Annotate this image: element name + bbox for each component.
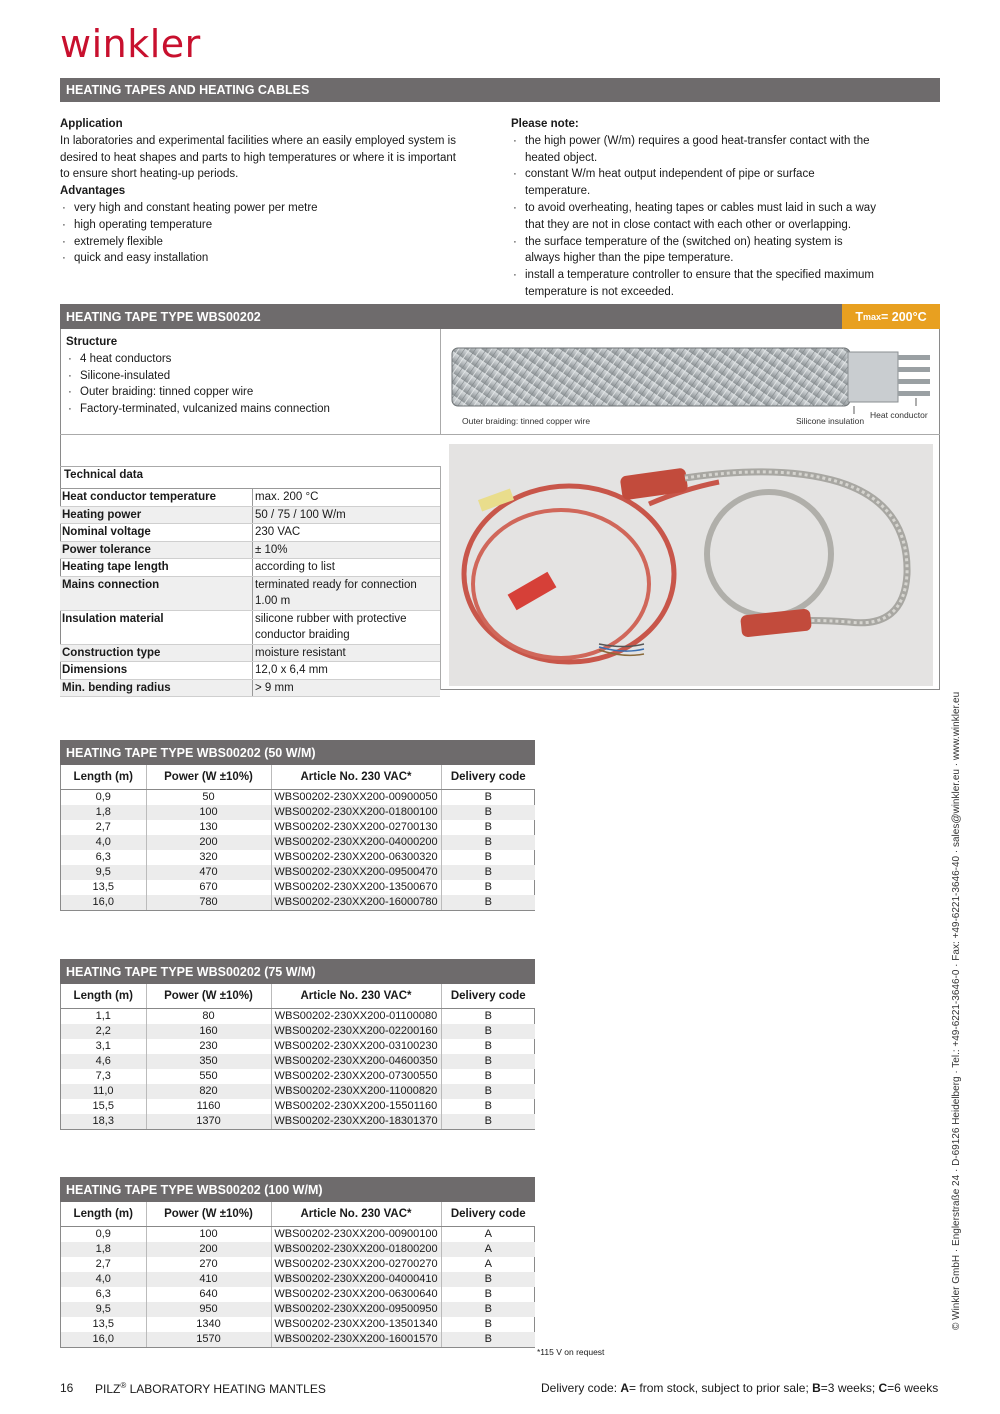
table-row xyxy=(61,1084,535,1099)
table-cell: 1370 xyxy=(146,1114,271,1129)
insulation-shape xyxy=(848,352,898,402)
table-cell: 550 xyxy=(146,1069,271,1084)
note-item: · constant W/m heat output independent of pipe or surface temperature. xyxy=(511,166,881,200)
catalog-title-reg: ® xyxy=(120,1381,127,1390)
table-cell: 2,2 xyxy=(61,1024,146,1039)
table-row xyxy=(61,850,535,865)
legend-code-a: A xyxy=(620,1381,630,1395)
table-row xyxy=(61,1317,535,1332)
delivery-table-title: HEATING TAPE TYPE WBS00202 (75 W/M) xyxy=(60,959,535,984)
table-cell: B xyxy=(441,1054,535,1069)
table-cell: 470 xyxy=(146,865,271,880)
table-cell: 1160 xyxy=(146,1099,271,1114)
table-cell: 100 xyxy=(146,1227,271,1243)
table-row xyxy=(61,790,535,806)
section-title-bar xyxy=(60,78,940,102)
legend-code-c: C xyxy=(878,1381,888,1395)
tech-key: Heating tape length xyxy=(60,559,253,577)
table-cell: B xyxy=(484,1040,492,1052)
table-cell: B xyxy=(441,1024,535,1039)
tech-row xyxy=(60,506,440,524)
note-heading: Please note: xyxy=(511,118,579,130)
table-cell: 11,0 xyxy=(61,1084,146,1099)
tech-row xyxy=(60,576,440,610)
table-cell: 13,5 xyxy=(61,880,146,895)
table-cell: WBS00202-230XX200-11000820 xyxy=(271,1084,441,1099)
tech-key: Dimensions xyxy=(60,662,253,680)
conductor-wire xyxy=(898,355,930,360)
table-cell: 350 xyxy=(146,1054,271,1069)
advantage-item: · very high and constant heating power per metre xyxy=(60,200,456,217)
tech-row xyxy=(60,541,440,559)
table-cell: 2,7 xyxy=(61,1257,146,1272)
column-header: Power (W ±10%) xyxy=(146,1202,271,1227)
page-number: 16 xyxy=(60,1381,74,1395)
table-cell: 0,9 xyxy=(61,1227,146,1243)
table-cell: WBS00202-230XX200-13501340 xyxy=(271,1317,441,1332)
table-cell: B xyxy=(484,791,492,803)
tmax-label: T xyxy=(855,309,863,324)
table-row xyxy=(61,1054,535,1069)
table-cell: 6,3 xyxy=(61,1287,146,1302)
delivery-table xyxy=(61,765,535,910)
legend-code-a-text: = from stock, subject to prior sale; xyxy=(629,1381,813,1395)
table-cell: 4,6 xyxy=(61,1054,146,1069)
column-header: Article No. 230 VAC* xyxy=(271,1202,441,1227)
column-header: Delivery code xyxy=(441,984,535,1009)
structure-block xyxy=(66,334,436,418)
application-heading: Application xyxy=(60,118,123,130)
table-cell: 1,8 xyxy=(61,805,146,820)
tmax-value: = 200°C xyxy=(881,309,927,324)
tech-heading: Technical data xyxy=(60,467,440,489)
table-row xyxy=(61,1099,535,1114)
table-cell: WBS00202-230XX200-02700130 xyxy=(271,820,441,835)
table-cell: WBS00202-230XX200-01800100 xyxy=(271,805,441,820)
table-cell: 16,0 xyxy=(61,1332,146,1347)
table-cell: B xyxy=(484,881,492,893)
legend-prefix: Delivery code: xyxy=(541,1381,621,1395)
table-cell: 160 xyxy=(146,1024,271,1039)
table-cell: 80 xyxy=(146,1009,271,1025)
structure-bottom-divider xyxy=(60,434,940,435)
table-cell: A xyxy=(484,1258,492,1270)
footnote: *115 V on request xyxy=(537,1347,605,1357)
tech-key: Power tolerance xyxy=(60,541,253,559)
table-cell: 130 xyxy=(146,820,271,835)
table-cell: B xyxy=(441,895,535,910)
column-header: Power (W ±10%) xyxy=(146,984,271,1009)
table-cell: WBS00202-230XX200-16001570 xyxy=(271,1332,441,1347)
tech-row xyxy=(60,679,440,697)
delivery-table xyxy=(61,1202,535,1347)
note-item: · install a temperature controller to ensure that the specified maximum temperature is not exceeded. xyxy=(511,267,881,301)
table-cell: 15,5 xyxy=(61,1099,146,1114)
tech-value: 230 VAC xyxy=(253,524,441,542)
column-header: Length (m) xyxy=(61,765,146,790)
table-row xyxy=(61,865,535,880)
tech-row xyxy=(60,559,440,577)
table-cell: 4,0 xyxy=(61,1272,146,1287)
table-cell: 13,5 xyxy=(61,1317,146,1332)
table-cell: 320 xyxy=(146,850,271,865)
note-item: · the high power (W/m) requires a good heat-transfer contact with the heated object. xyxy=(511,133,881,167)
product-photo xyxy=(449,444,933,686)
table-cell: 50 xyxy=(146,790,271,806)
cable-photo-illustration xyxy=(449,444,933,686)
advantages-list xyxy=(60,200,456,267)
table-cell: 1,8 xyxy=(61,1242,146,1257)
table-cell: WBS00202-230XX200-01100080 xyxy=(271,1009,441,1025)
tech-key: Min. bending radius xyxy=(60,679,253,697)
table-cell: B xyxy=(484,1010,492,1022)
tech-key: Insulation material xyxy=(60,610,253,644)
column-header: Length (m) xyxy=(61,1202,146,1227)
section-title: HEATING TAPES AND HEATING CABLES xyxy=(66,83,310,97)
column-header: Delivery code xyxy=(441,765,535,790)
table-cell: WBS00202-230XX200-00900100 xyxy=(271,1227,441,1243)
structure-list xyxy=(66,351,436,418)
table-cell: 16,0 xyxy=(61,895,146,910)
table-cell: B xyxy=(484,1318,492,1330)
table-cell: 7,3 xyxy=(61,1069,146,1084)
table-cell: B xyxy=(484,1100,492,1112)
table-cell: 1570 xyxy=(146,1332,271,1347)
table-cell: 270 xyxy=(146,1257,271,1272)
table-row xyxy=(61,1114,535,1129)
table-cell: WBS00202-230XX200-01800200 xyxy=(271,1242,441,1257)
table-cell: A xyxy=(484,1228,492,1240)
column-header: Power (W ±10%) xyxy=(146,765,271,790)
conductor-wire xyxy=(898,367,930,372)
label-braiding: Outer braiding: tinned copper wire xyxy=(462,416,591,426)
table-cell: A xyxy=(441,1242,535,1257)
structure-divider xyxy=(440,329,441,434)
table-cell: WBS00202-230XX200-04000410 xyxy=(271,1272,441,1287)
column-header: Length (m) xyxy=(61,984,146,1009)
table-cell: B xyxy=(484,1288,492,1300)
delivery-table-box xyxy=(60,1202,535,1348)
delivery-table-box xyxy=(60,765,535,911)
table-cell: B xyxy=(441,1084,535,1099)
legend-code-b-text: =3 weeks; xyxy=(820,1381,879,1395)
catalog-title-pre: PILZ xyxy=(95,1382,121,1396)
table-cell: 780 xyxy=(146,895,271,910)
table-row xyxy=(61,1272,535,1287)
table-row xyxy=(61,1227,535,1243)
structure-item: · Factory-terminated, vulcanized mains connection xyxy=(66,401,436,418)
tech-key: Mains connection xyxy=(60,576,253,610)
table-cell: 640 xyxy=(146,1287,271,1302)
table-cell: 0,9 xyxy=(61,790,146,806)
application-block xyxy=(60,116,456,267)
table-cell: WBS00202-230XX200-18301370 xyxy=(271,1114,441,1129)
table-row xyxy=(61,1302,535,1317)
catalog-title xyxy=(95,1381,326,1396)
table-cell: 820 xyxy=(146,1084,271,1099)
table-cell: WBS00202-230XX200-09500950 xyxy=(271,1302,441,1317)
table-cell: WBS00202-230XX200-06300640 xyxy=(271,1287,441,1302)
structure-item: · Silicone-insulated xyxy=(66,368,436,385)
tech-key: Construction type xyxy=(60,644,253,662)
table-cell: WBS00202-230XX200-15501160 xyxy=(271,1099,441,1114)
table-cell: 6,3 xyxy=(61,850,146,865)
tech-value: ± 10% xyxy=(253,541,441,559)
catalog-title-post: LABORATORY HEATING MANTLES xyxy=(126,1382,326,1396)
delivery-table-title: HEATING TAPE TYPE WBS00202 (100 W/M) xyxy=(60,1177,535,1202)
table-cell: WBS00202-230XX200-04600350 xyxy=(271,1054,441,1069)
table-row xyxy=(61,1287,535,1302)
tech-value: 50 / 75 / 100 W/m xyxy=(253,506,441,524)
legend-code-b: B xyxy=(812,1381,821,1395)
table-cell: 200 xyxy=(146,835,271,850)
table-cell: 230 xyxy=(146,1039,271,1054)
table-cell: 1340 xyxy=(146,1317,271,1332)
table-cell: 18,3 xyxy=(61,1114,146,1129)
note-item: · to avoid overheating, heating tapes or cables must laid in such a way that they are not in close contact with each other or overlapping. xyxy=(511,200,881,234)
table-row xyxy=(61,1332,535,1347)
contact-line: © Winkler GmbH · Englerstraße 24 · D-69126 Heidelberg · Tel.: +49-6221-3646-0 · Fax: +49-6221-3646-40 · sales@winkler.eu · www.winkler.eu xyxy=(951,691,962,1330)
note-list xyxy=(511,133,881,301)
structure-item: · 4 heat conductors xyxy=(66,351,436,368)
tech-data-panel xyxy=(60,466,441,694)
table-cell: 2,7 xyxy=(61,820,146,835)
delivery-table-title: HEATING TAPE TYPE WBS00202 (50 W/M) xyxy=(60,740,535,765)
table-cell: 3,1 xyxy=(61,1039,146,1054)
table-cell: 9,5 xyxy=(61,865,146,880)
braiding-shape xyxy=(452,348,850,406)
table-cell: WBS00202-230XX200-13500670 xyxy=(271,880,441,895)
table-cell: WBS00202-230XX200-06300320 xyxy=(271,850,441,865)
table-cell: WBS00202-230XX200-07300550 xyxy=(271,1069,441,1084)
table-cell: 1,1 xyxy=(61,1009,146,1025)
label-conductor: Heat conductor xyxy=(870,410,928,420)
tech-key: Heating power xyxy=(60,506,253,524)
table-cell: B xyxy=(484,851,492,863)
advantages-heading: Advantages xyxy=(60,185,126,198)
tech-value: max. 200 °C xyxy=(253,489,441,506)
tech-key: Heat conductor temperature xyxy=(60,489,253,506)
tech-row xyxy=(60,662,440,680)
tech-key: Nominal voltage xyxy=(60,524,253,542)
table-cell: WBS00202-230XX200-00900050 xyxy=(271,790,441,806)
table-cell: WBS00202-230XX200-04000200 xyxy=(271,835,441,850)
tech-value: 12,0 x 6,4 mm xyxy=(253,662,441,680)
tech-value: moisture resistant xyxy=(253,644,441,662)
conductor-wire xyxy=(898,391,930,396)
advantage-item: · quick and easy installation xyxy=(60,250,456,267)
table-row xyxy=(61,1039,535,1054)
tmax-sub: max xyxy=(862,311,881,322)
table-cell: 9,5 xyxy=(61,1302,146,1317)
delivery-table-box xyxy=(60,984,535,1130)
tech-row xyxy=(60,489,440,506)
table-row xyxy=(61,820,535,835)
delivery-legend xyxy=(541,1381,938,1395)
tech-value: terminated ready for connection 1.00 m xyxy=(253,576,441,610)
tech-value: according to list xyxy=(253,559,441,577)
advantage-item: · high operating temperature xyxy=(60,217,456,234)
table-cell: B xyxy=(441,1332,535,1347)
table-row xyxy=(61,1257,535,1272)
table-row xyxy=(61,895,535,910)
table-cell: WBS00202-230XX200-02200160 xyxy=(271,1024,441,1039)
table-cell: 670 xyxy=(146,880,271,895)
table-row xyxy=(61,835,535,850)
table-cell: WBS00202-230XX200-09500470 xyxy=(271,865,441,880)
tech-row xyxy=(60,644,440,662)
table-cell: WBS00202-230XX200-02700270 xyxy=(271,1257,441,1272)
conductor-wire xyxy=(898,379,930,384)
tech-data-table xyxy=(60,489,440,697)
tech-value: > 9 mm xyxy=(253,679,441,697)
table-cell: B xyxy=(441,835,535,850)
table-cell: B xyxy=(484,1070,492,1082)
table-cell: WBS00202-230XX200-16000780 xyxy=(271,895,441,910)
table-row xyxy=(61,880,535,895)
table-cell: B xyxy=(441,865,535,880)
tmax-badge xyxy=(842,304,940,329)
table-cell: B xyxy=(441,1302,535,1317)
table-cell: B xyxy=(484,821,492,833)
table-cell: 4,0 xyxy=(61,835,146,850)
note-block xyxy=(511,116,881,301)
tech-row xyxy=(60,610,440,644)
table-cell: B xyxy=(441,805,535,820)
table-cell: B xyxy=(441,1272,535,1287)
table-row xyxy=(61,1242,535,1257)
label-insulation: Silicone insulation xyxy=(796,416,865,426)
column-header: Delivery code xyxy=(441,1202,535,1227)
table-cell: WBS00202-230XX200-03100230 xyxy=(271,1039,441,1054)
table-cell: 200 xyxy=(146,1242,271,1257)
tech-row xyxy=(60,524,440,542)
product-title: HEATING TAPE TYPE WBS00202 xyxy=(66,309,261,324)
table-cell: 100 xyxy=(146,805,271,820)
tech-value: silicone rubber with protective conductor braiding xyxy=(253,610,441,644)
column-header: Article No. 230 VAC* xyxy=(271,765,441,790)
product-title-bar xyxy=(60,304,842,329)
table-cell: B xyxy=(441,1114,535,1129)
winkler-logo: winkler xyxy=(60,22,201,66)
table-cell: 410 xyxy=(146,1272,271,1287)
table-row xyxy=(61,805,535,820)
advantage-item: · extremely flexible xyxy=(60,234,456,251)
table-row xyxy=(61,1069,535,1084)
structure-heading: Structure xyxy=(66,336,118,348)
structure-item: · Outer braiding: tinned copper wire xyxy=(66,384,436,401)
delivery-table xyxy=(61,984,535,1129)
note-item: · the surface temperature of the (switched on) heating system is always higher than the pipe temperature. xyxy=(511,234,881,268)
application-text: In laboratories and experimental facilities where an easily employed system is desired to heat shapes and parts to high temperatures or where it is important to ensure short heating-up periods. xyxy=(60,134,456,181)
table-cell: 950 xyxy=(146,1302,271,1317)
table-row xyxy=(61,1009,535,1025)
table-row xyxy=(61,1024,535,1039)
legend-code-c-text: =6 weeks xyxy=(887,1381,939,1395)
column-header: Article No. 230 VAC* xyxy=(271,984,441,1009)
